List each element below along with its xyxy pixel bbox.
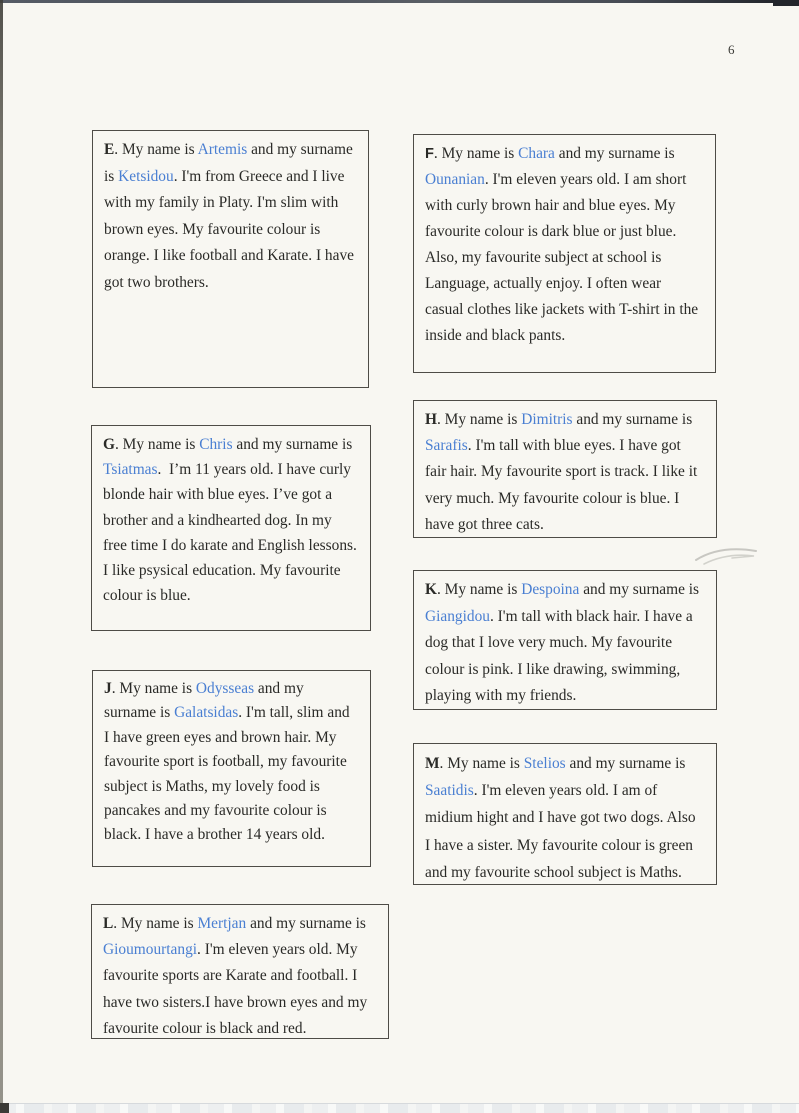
student-name: Gioumourtangi bbox=[103, 941, 198, 959]
card-text-segment: . My name is bbox=[114, 141, 198, 158]
student-name: Saatidis bbox=[425, 782, 474, 800]
card-text-segment: . I'm tall with black hair. I have a dog that I love very much. My favourite colour is pink. I like drawing, swimming, playing with my friends. bbox=[425, 607, 693, 705]
student-card-g bbox=[91, 425, 371, 631]
card-text-segment: . My name is bbox=[114, 436, 200, 453]
student-name: Giangidou bbox=[425, 607, 490, 625]
student-card-j bbox=[92, 670, 371, 867]
card-text-segment: . I'm tall with blue eyes. I have got fair hair. My favourite sport is track. I like it very much. My favourite colour is blue. I have got three cats. bbox=[425, 437, 698, 533]
pencil-swoosh-mark bbox=[694, 544, 760, 570]
student-card-f bbox=[413, 134, 716, 373]
card-paragraph bbox=[425, 577, 704, 710]
card-text-segment: . I’m 11 years old. I have curly blonde hair with blue eyes. I’ve got a brother and a kindhearted dog. In my free time I do karate and English lessons. I like psysical education. My favourite colour is blue. bbox=[103, 461, 357, 605]
card-letter-label: H bbox=[425, 411, 437, 428]
student-name: Despoina bbox=[521, 581, 580, 598]
student-name: Odysseas bbox=[195, 680, 255, 697]
card-text-segment: and my surname is bbox=[572, 411, 693, 428]
card-text-segment: and my surname is bbox=[104, 141, 353, 185]
page-number: 6 bbox=[728, 42, 735, 57]
card-text-segment: and my surname is bbox=[565, 755, 686, 772]
student-card-h bbox=[413, 400, 717, 538]
student-name: Artemis bbox=[197, 141, 248, 158]
student-card-l bbox=[91, 904, 389, 1039]
card-paragraph bbox=[425, 407, 704, 538]
student-card-m bbox=[413, 743, 717, 885]
scan-top-edge-line bbox=[0, 0, 799, 3]
card-letter-label: G bbox=[103, 436, 115, 453]
scan-left-edge-line bbox=[0, 0, 3, 1113]
card-text-segment: . I'm eleven years old. I am of midium hight and I have got two dogs. Also I have a sister. My favourite colour is green and my favourite school subject is Maths. bbox=[425, 782, 696, 881]
card-letter-label: J bbox=[104, 680, 112, 697]
student-card-e bbox=[92, 130, 369, 388]
student-name: Chara bbox=[518, 145, 555, 162]
card-text-segment: . My name is bbox=[113, 915, 198, 932]
card-paragraph bbox=[425, 750, 704, 886]
card-text-segment: . My name is bbox=[111, 680, 196, 697]
card-letter-label: M bbox=[425, 755, 440, 772]
card-text-segment: and my surname is bbox=[246, 915, 366, 932]
card-text-segment: . I'm eleven years old. My favourite sports are Karate and football. I have two sisters.I have brown eyes and my favourite colour is black and red. bbox=[103, 941, 368, 1037]
scan-top-right-corner-mark bbox=[773, 0, 799, 6]
student-name: Chris bbox=[199, 436, 233, 453]
card-text-segment: and my surname is bbox=[104, 680, 304, 722]
scan-bottom-edge-band bbox=[0, 1103, 799, 1113]
card-paragraph bbox=[104, 137, 356, 296]
student-name: Mertjan bbox=[197, 915, 247, 932]
card-text-segment: and my surname is bbox=[579, 581, 700, 598]
card-text-segment: . I'm from Greece and I live with my family in Platy. I'm slim with brown eyes. My favourite colour is orange. I like football and Karate. I have got two brothers. bbox=[104, 167, 354, 291]
card-text-segment: . I'm eleven years old. I am short with curly brown hair and blue eyes. My favourite colour is dark blue or just blue. Also, my favourite subject at school is Language, actually enjoy. I often wear casual clothes like jackets with T-shirt in the inside and black pants. bbox=[425, 171, 699, 344]
card-letter-label: L bbox=[103, 915, 114, 932]
card-text-segment: . My name is bbox=[436, 411, 522, 428]
card-paragraph bbox=[425, 141, 703, 349]
card-paragraph bbox=[103, 911, 376, 1042]
student-name: Stelios bbox=[523, 755, 566, 772]
card-paragraph bbox=[103, 432, 358, 608]
card-text-segment: . My name is bbox=[436, 581, 522, 598]
student-name: Tsiatmas bbox=[103, 461, 158, 479]
student-name: Ounanian bbox=[425, 171, 485, 188]
card-text-segment: . My name is bbox=[433, 145, 519, 162]
card-letter-label: F bbox=[425, 146, 434, 162]
card-text-segment: and my surname is bbox=[554, 145, 675, 162]
card-text-segment: . My name is bbox=[439, 755, 524, 772]
card-letter-label: E bbox=[104, 141, 115, 158]
scan-bottom-left-corner-mark bbox=[0, 1103, 9, 1113]
card-paragraph bbox=[104, 677, 358, 848]
student-name: Sarafis bbox=[425, 437, 468, 455]
card-text-segment: and my surname is bbox=[232, 436, 353, 453]
card-text-segment: . I'm tall, slim and I have green eyes and brown hair. My favourite sport is football, my favourite subject is Maths, my lovely food is pancakes and my favourite colour is black. I have a brother 14 years old. bbox=[104, 704, 350, 844]
student-name: Galatsidas bbox=[174, 704, 239, 722]
student-card-k bbox=[413, 570, 717, 710]
card-letter-label: K bbox=[425, 581, 437, 598]
student-name: Dimitris bbox=[521, 411, 573, 428]
student-name: Ketsidou bbox=[118, 167, 174, 185]
